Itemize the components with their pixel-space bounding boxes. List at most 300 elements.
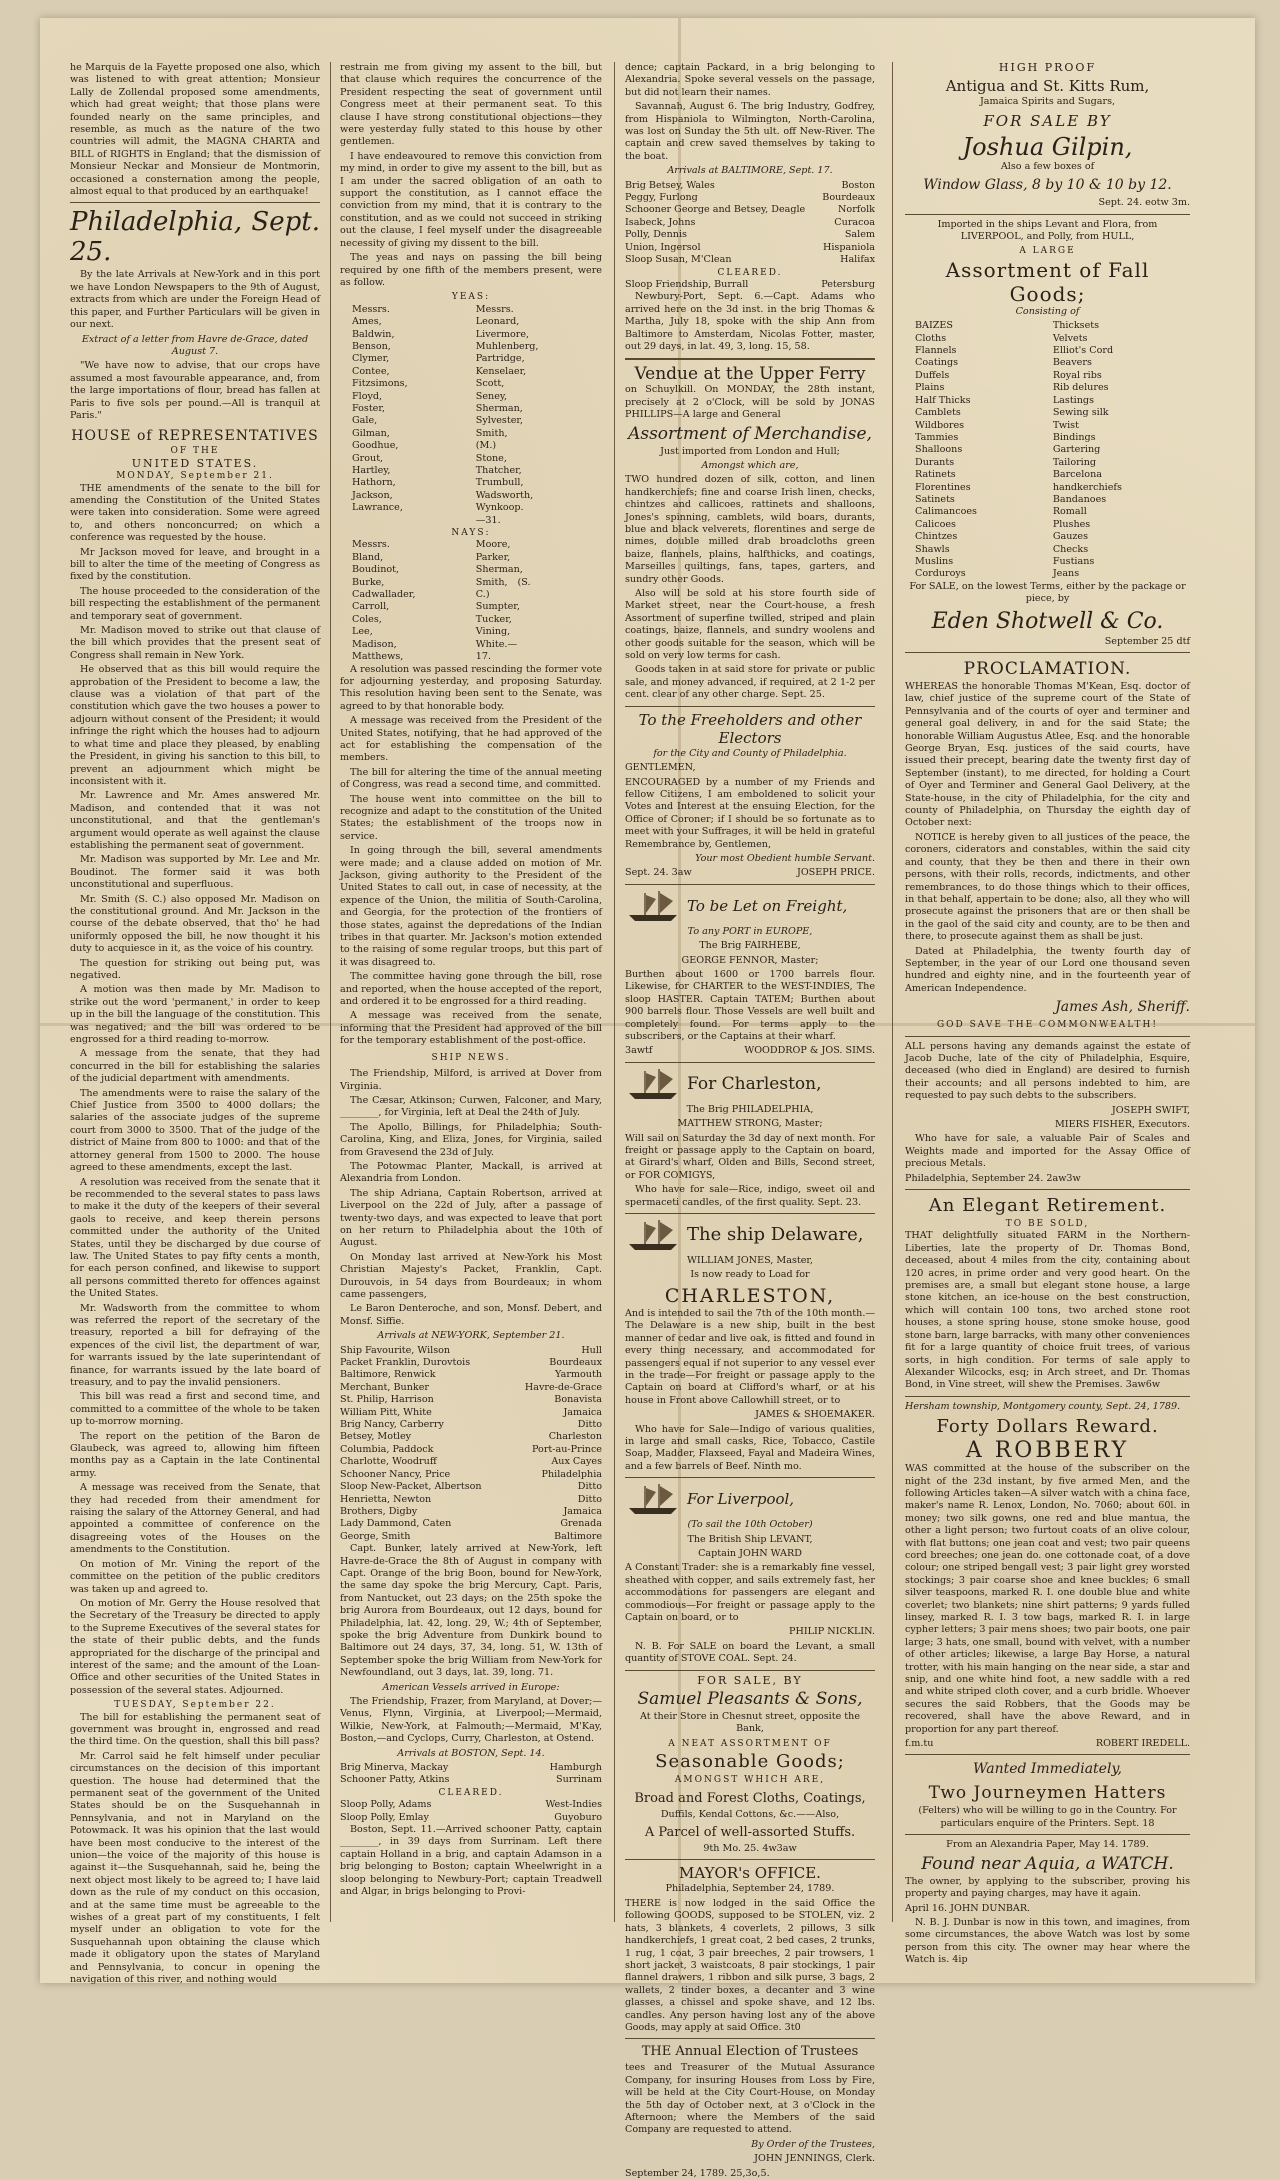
nay-member: Parker, bbox=[475, 551, 511, 563]
ad-text: By Order of the Trustees, bbox=[751, 2138, 875, 2150]
divider bbox=[625, 884, 875, 885]
ad-text: FOR SALE BY bbox=[983, 111, 1112, 130]
cleared-heading: CLEARED. bbox=[717, 267, 783, 278]
hatters-title: Two Journeymen Hatters bbox=[928, 1783, 1167, 1804]
ad-text: Duffils, Kendal Cottons, &c.——Also, bbox=[660, 1808, 840, 1820]
goods-item: Plains bbox=[915, 382, 945, 394]
vessel-port: Philadelphia bbox=[541, 1468, 602, 1480]
article-text: he Marquis de la Fayette proposed one also, which was listened to with great attention; Monsieur Lally de Zollendal proposed some amendments, which had great weight; that those plans were founded nearly on the same principles, and resemble, as much as the nature of the two countries will admit, the MAGNA CHARTA and BILL of RIGHTS in England; that the dismission of Monsieur Neckar and Monsieur de Montmorin, occasioned a consternation among the people, almost equal to that produced by an earthquake! bbox=[70, 62, 320, 198]
article-subhead: Extract of a letter from Havre de-Grace, dated August 7. bbox=[81, 333, 309, 357]
goods-item: Satinets bbox=[915, 493, 955, 505]
vessel-name: Isabeck, Johns bbox=[625, 216, 696, 228]
article-text: THE amendments of the senate to the bill for amending the Constitution of the United States were taken into consideration. Some were agreed to, and others nonconcurred; on which a conference was requested by the house. bbox=[70, 482, 320, 544]
ad-text: Who have for Sale—Indigo of various qualities, in large and small casks, Rice, Tobacco, Castile Soap, Madder, Flaxseed, Fayal and Madeira Wines, and a few barrels of Beef. Ninth mo. bbox=[625, 1423, 875, 1472]
goods-item: Chintzes bbox=[915, 531, 958, 543]
ad-text: MATTHEW STRONG, Master; bbox=[677, 1118, 823, 1130]
article-text: On Monday last arrived at New-York his Most Christian Majesty's Packet, Franklin, Capt. Durouvois, in 54 days from Bourdeaux; in whom came passengers, bbox=[340, 1251, 602, 1300]
goods-item: Half Thicks bbox=[915, 394, 971, 406]
vessel-name: George, Smith bbox=[340, 1530, 411, 1542]
ad-text: The British Ship LEVANT, bbox=[687, 1533, 813, 1545]
ad-date: f.m.tu bbox=[905, 1738, 934, 1750]
vessel-row bbox=[340, 1394, 602, 1406]
article-text: Mr. Lawrence and Mr. Ames answered Mr. Madison, and contended that it was not unconstitutional, and that the gentleman's argument would operate as well against the clause establishing the permanent seat of government. bbox=[70, 790, 320, 851]
divider bbox=[625, 2038, 875, 2039]
arrivals-table bbox=[340, 1762, 602, 1787]
sailing-ship-icon bbox=[625, 1218, 681, 1252]
goods-item: Coatings bbox=[915, 357, 959, 369]
nays-list bbox=[340, 539, 602, 663]
ad-text: THERE is now lodged in the said Office the following GOODS, supposed to be STOLEN, viz. 2 hats, 3 blankets, 4 coverlets, 2 pillows, 3 silk handkerchiefs, 1 great coat, 2 bed cases, 2 trunks, 1 rug, 1 coat, 3 pair breeches, 2 pair trowsers, 1 short jacket, 3 waistcoats, 8 pair stockings, 1 pair flannel drawers, 1 ribbon and silk purse, 3 bags, 2 wallets, 2 tinder boxes, a decanter and 3 wine glasses, a chissel and spoke shave, and 12 lbs. candles. Any person having lost any of the above Goods, may apply at said Office. 3t0 bbox=[625, 1897, 875, 2033]
article-text: The Friendship, Milford, is arrived at Dover from Virginia. bbox=[340, 1068, 602, 1092]
goods-list bbox=[905, 320, 1190, 581]
goods-item: Flannels bbox=[915, 345, 957, 357]
ad-text: The Brig PHILADELPHIA, bbox=[686, 1103, 814, 1115]
wanted-title: Wanted Immediately, bbox=[973, 1761, 1122, 1778]
yea-member: Floyd, bbox=[352, 390, 383, 402]
vessel-row bbox=[340, 1518, 602, 1530]
nay-member: Madison, bbox=[352, 638, 397, 650]
article-text: A motion was then made by Mr. Madison to strike out the word 'permanent,' in order to keep up in the bill the language of the constitution. This was negatived; and the bill was ordered to be engrossed for a third reading to-morrow. bbox=[70, 984, 320, 1046]
house-subheading: UNITED STATES. bbox=[131, 456, 259, 470]
column-4 bbox=[905, 61, 1190, 1966]
ad-signature bbox=[905, 1738, 1190, 1750]
yea-member: Hathorn, bbox=[352, 477, 396, 489]
yea-member: Baldwin, bbox=[352, 328, 395, 340]
vessel-port: Ditto bbox=[577, 1419, 602, 1431]
ad-date: September 25 dtf bbox=[1104, 635, 1190, 647]
ship-news-heading: SHIP NEWS. bbox=[431, 1052, 511, 1063]
ad-text: A Parcel of well-assorted Stuffs. bbox=[644, 1825, 856, 1841]
goods-item: Calimancoes bbox=[915, 506, 977, 518]
ad-text: Also will be sold at his store fourth side of Market street, near the Court-house, a fresh Assortment of superfine twilled, striped and plain coatings, baize, flannels, and sundry woolens and other goods suitable for the season, which will be sold on very low terms for cash. bbox=[625, 588, 875, 662]
goods-item: Checks bbox=[1052, 543, 1089, 555]
yea-member: Messrs. Leonard, bbox=[475, 303, 520, 328]
yea-member: Gale, bbox=[352, 415, 378, 427]
liverpool-ad-header bbox=[625, 1482, 875, 1516]
article-text: I have endeavoured to remove this conviction from my mind, in order to give my assent to the bill, but as I am under the sacred obligation of an oath to support the constitution, as I cannot efface the conviction from my mind, that it is contrary to the constitution, and as we could not succeed in striking out the clause, I feel myself under the disagreeable necessity of giving my dissent to the bill. bbox=[340, 150, 602, 249]
ad-text: To any PORT in EUROPE, bbox=[687, 925, 813, 937]
vessel-name: Merchant, Bunker bbox=[340, 1381, 429, 1393]
ad-text: Will sail on Saturday the 3d day of next month. For freight or passage apply to the Captain on board, at Girard's wharf, Olden and Bills, Second street, or FOR COMIGYS, bbox=[625, 1132, 875, 1181]
yea-member: Goodhue, bbox=[352, 440, 399, 452]
freight-ad-header bbox=[625, 889, 875, 923]
vessel-name: Schooner George and Betsey, Deagle bbox=[625, 204, 806, 216]
yeas-heading: YEAS: bbox=[451, 292, 491, 303]
proclamation-title: PROCLAMATION. bbox=[963, 659, 1132, 679]
vessel-row bbox=[340, 1799, 602, 1811]
ad-date: September 24, 1789. 25,3o,5. bbox=[625, 2167, 770, 2179]
vessel-port: Ditto bbox=[577, 1481, 602, 1493]
goods-item: Barcelona handkerchiefs bbox=[1052, 469, 1122, 493]
column-3 bbox=[625, 62, 875, 2179]
ad-date: April 16. JOHN DUNBAR. bbox=[905, 1902, 1031, 1914]
session-date: TUESDAY, September 22. bbox=[114, 1700, 276, 1711]
article-text: On motion of Mr. Gerry the House resolved that the Secretary of the Treasury be directed to apply to the Supreme Executives of the several states for the state of their public debts, and the funds appropriated for the discharge of the principal and interest of the same; and the amount of the Loan-Office and other securities of the United States in possession of the several states. Adjourned. bbox=[70, 1597, 320, 1696]
vessel-name: Brothers, Digby bbox=[340, 1505, 418, 1517]
arrivals-heading: Arrivals at BOSTON, Sept. 14. bbox=[397, 1747, 545, 1759]
vessel-name: Baltimore, Renwick bbox=[340, 1369, 436, 1381]
yeas-column bbox=[352, 304, 466, 527]
cleared-row bbox=[625, 279, 875, 291]
ad-text: THAT delightfully situated FARM in the Northern-Liberties, late the property of Dr. Thomas Bond, deceased, about 4 miles from the city, containing about 120 acres, in prime order and very good heart. On the premises are, a small but elegant stone house, a large stone kitchen, an ice-house on the best construction, which will contain 100 tons, two arched stone root houses, a stone spring house, stone smoke house, good stone barn, large barracks, with many other conveniences fit for a large quantity of choice fruit trees, of various sorts, in high condition. For terms of sale apply to Alexander Wilcocks, esq; in Arch street, and Dr. Thomas Bond, in Vine street, will shew the Premises. 3aw6w bbox=[905, 1230, 1190, 1391]
ad-text: Also a few boxes of bbox=[1000, 160, 1095, 172]
ad-date: 3awtf bbox=[625, 1045, 653, 1057]
nay-member: Tucker, bbox=[475, 613, 512, 625]
goods-item: Thicksets bbox=[1052, 320, 1100, 332]
goods-item: Royal ribs bbox=[1052, 369, 1102, 381]
vessel-row bbox=[340, 1531, 602, 1543]
vessel-row bbox=[340, 1494, 602, 1506]
vessel-port: Guyoburo bbox=[554, 1811, 602, 1823]
vessel-row bbox=[625, 254, 875, 266]
arrivals-table bbox=[340, 1345, 602, 1544]
yea-member: Benson, bbox=[352, 340, 391, 352]
vessel-name: Union, Ingersol bbox=[625, 241, 701, 253]
article-text: A resolution was received from the senate that it be recommended to the several states to pass laws to make it the duty of the keepers of their several gaols to receive, and keep therein persons committed under the authority of the United States, until they be discharged by due course of law. The United States to pay fifty cents a month, for each person confined, and likewise to support all persons committed thereto for offences against the United States. bbox=[70, 1176, 320, 1300]
reward-title: Forty Dollars Reward. bbox=[936, 1416, 1159, 1438]
arrivals-heading: American Vessels arrived in Europe: bbox=[382, 1681, 560, 1693]
vessel-name: Ship Favourite, Wilson bbox=[340, 1344, 451, 1356]
goods-item: BAIZES bbox=[915, 320, 954, 332]
goods-item: Velvets bbox=[1052, 332, 1088, 344]
vessel-port: Charleston bbox=[548, 1431, 602, 1443]
ad-signer: PHILIP NICKLIN. bbox=[789, 1626, 875, 1638]
ad-text: A NEAT ASSORTMENT OF bbox=[668, 1738, 832, 1749]
ad-signature bbox=[625, 1045, 875, 1057]
vessel-port: Grenada bbox=[560, 1518, 602, 1530]
ad-text: Is now ready to Load for bbox=[690, 1269, 810, 1281]
nay-member: Boudinot, bbox=[352, 564, 400, 576]
article-text: The house went into committee on the bill to recognize and adapt to the constitution of the United States; the establishment of the troops now in service. bbox=[340, 793, 602, 842]
yea-member: Smith, (M.) bbox=[475, 427, 508, 452]
vessel-row bbox=[340, 1345, 602, 1357]
dateline: Philadelphia, Sept. 25. bbox=[70, 207, 320, 268]
yea-member: Partridge, bbox=[475, 353, 525, 365]
article-text: The Potowmac Planter, Mackall, is arrived at Alexandria from London. bbox=[340, 1160, 602, 1185]
ad-signer: WOODDROP & JOS. SIMS. bbox=[744, 1045, 875, 1057]
vessel-port: Curacoa bbox=[834, 216, 875, 228]
goods-item: Gartering bbox=[1052, 444, 1101, 456]
yea-member: Trumbull, bbox=[475, 477, 524, 489]
vessel-port: Petersburg bbox=[821, 278, 875, 290]
ad-text: Amongst which are, bbox=[701, 459, 799, 471]
yea-member: Stone, bbox=[475, 452, 507, 464]
goods-item: Elliot's Cord bbox=[1052, 345, 1114, 357]
freeholders-title: To the Freeholders and other Electors bbox=[638, 710, 862, 747]
rum-merchant: Joshua Gilpin, bbox=[962, 132, 1133, 161]
arrivals-heading: Arrivals at NEW-YORK, September 21. bbox=[377, 1330, 565, 1342]
vessel-name: Sloop New-Packet, Albertson bbox=[340, 1481, 482, 1493]
goods-item: Wildbores bbox=[915, 419, 965, 431]
ad-text: At their Store in Chesnut street, opposite the Bank, bbox=[639, 1711, 861, 1735]
goods-item: Tailoring bbox=[1052, 456, 1097, 468]
divider bbox=[905, 214, 1190, 215]
ad-text: For SALE, on the lowest Terms, either by the package or piece, by bbox=[909, 580, 1186, 605]
article-text: The question for striking out being put, was negatived. bbox=[70, 957, 320, 981]
vessel-name: Schooner Nancy, Price bbox=[340, 1468, 451, 1480]
vessel-row bbox=[340, 1481, 602, 1493]
goods-item: Fustians bbox=[1052, 555, 1095, 567]
column-rule bbox=[330, 62, 331, 1922]
vessel-name: Brig Minerva, Mackay bbox=[340, 1762, 449, 1774]
vessel-port: Baltimore bbox=[554, 1530, 602, 1542]
goods-item: Muslins bbox=[915, 555, 954, 567]
article-text: Mr. Carrol said he felt himself under peculiar circumstances on the decision of this important question. The house had determined that the permanent seat of the government of the United States should be on the Susquehannah in Pennsylvania, and not in Maryland on the Potowmack. It was his opinion that the last would have been most conducive to the interest of the union—the voice of the majority of this house is against it—the Susquehannah, said he, being the next object most likely to be agreed to; I have laid down as the rule of my conduct on this occasion, and at the same time must be agreeable to the wishes of a great part of my constituents, I felt myself under an obligation to vote for the Susquehannah upon obtaining the clause which made it obligatory upon the states of Maryland and Pennsylvania, to concur in opening the navigation of this river, and nothing would bbox=[70, 1750, 320, 1986]
vessel-row bbox=[340, 1444, 602, 1456]
article-text: The amendments were to raise the salary of the Chief Justice from 3500 to 4000 dollars; the salaries of the associate judges of the supreme court from 3000 to 3500. That of the judge of the district of Maine from 800 to 1000: and that of the attorney general from 1500 to 2000. The house agreed to these amendments, except the last. bbox=[70, 1087, 320, 1174]
article-text: Savannah, August 6. The brig Industry, Godfrey, from Hispaniola to Wilmington, North-Carolina, was lost on Sunday the 5th ult. off New-River. The captain and crew saved themselves by taking to the boat. bbox=[625, 101, 875, 162]
yea-member: Contee, bbox=[352, 365, 390, 377]
article-text: Mr. Wadsworth from the committee to whom was referred the report of the secretary of the treasury, reported a bill for defraying of the expences of the civil list, the department of war, for warrants issued by the late superintendant of finance, for warrants issued by the late board of treasury, and to pay the invalid pensioners. bbox=[70, 1302, 320, 1388]
vessel-port: Hull bbox=[581, 1344, 602, 1356]
goods-item: Bandanoes bbox=[1052, 493, 1107, 505]
ad-date: Sept. 24. eotw 3m. bbox=[1098, 197, 1190, 209]
ad-text: WILLIAM JONES, Master, bbox=[686, 1255, 813, 1267]
yea-member: Fitzsimons, bbox=[352, 378, 408, 390]
vessel-port: Jamaica bbox=[563, 1505, 602, 1517]
article-text: A message was received from the Senate, that they had receded from their amendment for raising the salary of the Attorney General, and had appointed a committee of conference on the disagreeing votes of the Houses on the amendments to the Constitution. bbox=[70, 1482, 320, 1556]
nay-member: Lee, bbox=[352, 626, 373, 638]
vessel-port: Yarmouth bbox=[555, 1369, 602, 1381]
vessel-row bbox=[340, 1774, 602, 1786]
house-heading: HOUSE of REPRESENTATIVES bbox=[71, 428, 319, 445]
vendue-title: Vendue at the Upper Ferry bbox=[634, 364, 866, 385]
divider bbox=[905, 1834, 1190, 1835]
ad-text: Window Glass, 8 by 10 & 10 by 12. bbox=[923, 177, 1172, 194]
nay-member: Sherman, bbox=[475, 564, 523, 576]
vessel-name: Sloop Friendship, Burrall bbox=[625, 278, 749, 290]
nay-member: Sumpter, bbox=[475, 601, 520, 613]
ad-text: Who have for sale, a valuable Pair of Scales and Weights made and imported for the Assay Office of precious Metals. bbox=[905, 1133, 1190, 1170]
article-text: The Cæsar, Atkinson; Curwen, Falconer, and Mary, ________, for Virginia, left at Deal the 24th of July. bbox=[340, 1094, 602, 1119]
article-text: In going through the bill, several amendments were made; and a clause added on motion of Mr. Jackson, giving authority to the President of the United States to call out, in case of necessity, at the expence of the Union, the militia of South-Carolina, and Georgia, for the protection of the frontiers of those states, against the depredations of the Indian tribes in that quarter. Mr. Jackson's motion extended to the raising of some regular troops, but this part of it was disagreed to. bbox=[340, 845, 602, 968]
arrivals-table bbox=[625, 180, 875, 267]
robbery-title: A ROBBERY bbox=[965, 1438, 1130, 1464]
article-text: The bill for altering the time of the annual meeting of Congress, was read a second time, and committed. bbox=[340, 766, 602, 791]
vessel-row bbox=[340, 1431, 602, 1443]
nay-member: Smith, (S. C.) bbox=[475, 576, 531, 601]
vessel-name: Brig Betsey, Wales bbox=[625, 179, 715, 191]
article-text: The report on the petition of the Baron de Glaubeck, was agreed to, allowing him fifteen months pay as a Captain in the late Continental army. bbox=[70, 1430, 320, 1479]
vessel-port: Surrinam bbox=[556, 1774, 602, 1786]
goods-item: Rib delures bbox=[1052, 382, 1109, 394]
vessel-name: Schooner Patty, Atkins bbox=[340, 1774, 450, 1786]
vessel-row bbox=[340, 1469, 602, 1481]
vessel-row bbox=[340, 1407, 602, 1419]
article-text: Le Baron Denteroche, and son, Monsf. Debert, and Monsf. Siffie. bbox=[340, 1303, 602, 1327]
ad-text: Philadelphia, September 24, 1789. bbox=[665, 1883, 835, 1895]
yea-member: Wadsworth, bbox=[475, 489, 534, 501]
article-text: The Friendship, Frazer, from Maryland, at Dover;—Venus, Flynn, Virginia, at Liverpool;—Mermaid, Wilkie, New-York, at Falmouth;—Mermaid, M'Kay, Boston,—and Cyclops, Curry, Charleston, at Ostend. bbox=[340, 1696, 602, 1745]
divider bbox=[625, 1477, 875, 1478]
ad-text: N. B. J. Dunbar is now in this town, and imagines, from some circumstances, the above Watch was lost by some person from this city. The owner may hear where the Watch is. 4ip bbox=[905, 1916, 1190, 1966]
ad-text: ENCOURAGED by a number of my Friends and fellow Citizens, I am emboldened to solicit your Votes and Interest at the ensuing Election, for the Office of Coroner; if I should be so fortunate as to meet with your Suffrages, it will be held in grateful Remembrance by, Gentlemen, bbox=[625, 776, 875, 850]
goods-item: Florentines bbox=[915, 481, 971, 493]
goods-item: Romall bbox=[1052, 506, 1087, 518]
article-text: A message was received from the President of the United States, notifying, that he had approved of the act for establishing the compensation of the members. bbox=[340, 715, 602, 764]
goods-item: Bindings bbox=[1052, 431, 1096, 443]
ad-signer: MIERS FISHER, Executors. bbox=[1054, 1119, 1190, 1130]
vessel-name: Polly, Dennis bbox=[625, 229, 687, 241]
article-text: Boston, Sept. 11.—Arrived schooner Patty, captain ________, in 39 days from Surrinam. Left there captain Holland in a brig, and captain Adamson in a brig belonging to Boston; captain Wheelwright in a sloop belonging to Newbury-Port; captain Treadwell and Algar, in brigs belonging to Provi- bbox=[340, 1824, 602, 1898]
article-text: The committee having gone through the bill, rose and reported, when the house accepted of the report, and ordered it to be engrossed for a third reading. bbox=[340, 971, 602, 1008]
vessel-name: Peggy, Furlong bbox=[625, 192, 698, 204]
vessel-port: West-Indies bbox=[545, 1799, 602, 1811]
yea-member: Seney, bbox=[475, 390, 508, 402]
goods-item: Camblets bbox=[915, 407, 961, 419]
nay-member: Burke, bbox=[352, 576, 385, 588]
yea-member: Wynkoop.—31. bbox=[475, 502, 524, 526]
column-rule bbox=[614, 62, 615, 1922]
goods-item: Lastings bbox=[1052, 394, 1094, 406]
ad-text: Consisting of bbox=[1015, 305, 1080, 317]
goods-item: Shalloons bbox=[915, 444, 963, 456]
vessel-name: Charlotte, Woodruff bbox=[340, 1456, 437, 1468]
ad-text: Your most Obedient humble Servant. bbox=[695, 852, 875, 864]
vessel-port: Bourdeaux bbox=[549, 1357, 602, 1369]
ad-text: Just imported from London and Hull; bbox=[660, 445, 840, 457]
ad-signer: JOHN JENNINGS, Clerk. bbox=[754, 2153, 875, 2165]
retirement-title: An Elegant Retirement. bbox=[928, 1195, 1167, 1217]
ad-text: And is intended to sail the 7th of the 10th month.—The Delaware is a new ship, built in the best manner of cedar and live oak, is fitted and found in every thing necessary, and accommodated for passengers equal if not superior to any vessel ever in the trade—For freight or passage apply to the Captain on board at Clifford's wharf, or at his house in Front above Callowhill street, or to bbox=[625, 1307, 875, 1406]
yea-member: Kenselaer, bbox=[475, 365, 527, 377]
yea-member: Grout, bbox=[352, 452, 384, 464]
ad-text: TO BE SOLD, bbox=[1005, 1219, 1090, 1230]
article-text: This bill was read a first and second time, and committed to a committee of the whole to be taken up to-morrow morning. bbox=[70, 1391, 320, 1428]
ad-date: Sept. 24. 3aw bbox=[625, 867, 692, 879]
article-text: "We have now to advise, that our crops have assumed a most favourable appearance, and, from the large importations of flour, bread has fallen at Paris to five sols per pound.—All is tranquil at Paris." bbox=[70, 360, 320, 421]
sheriff-signature: James Ash, Sheriff. bbox=[1055, 999, 1190, 1016]
article-text: Capt. Bunker, lately arrived at New-York, left Havre-de-Grace the 8th of August in company with Capt. Orange of the brig Boon, bound for New-York, the same day spoke the brig Mercury, Capt. Paris, from Nantucket, out 23 days; on the 25th spoke the brig Aurora from Bourdeaux, out 12 days, bound for Philadelphia, lat. 42, long. 29, W.; 4th of September, spoke the brig Adventure from Dunkirk bound to Baltimore out 24 days, 37, 34, long. 51, W. 13th of September spoke the brig William from New-York for Newfoundland, out 3 days, lat. 39, long. 71. bbox=[340, 1543, 602, 1679]
vessel-port: Jamaica bbox=[563, 1406, 602, 1418]
yea-member: Livermore, bbox=[475, 328, 530, 340]
goods-item: Plushes bbox=[1052, 518, 1091, 530]
vessel-name: Brig Nancy, Carberry bbox=[340, 1419, 444, 1431]
vessel-row bbox=[340, 1762, 602, 1774]
vessel-row bbox=[340, 1382, 602, 1394]
goods-item: Beavers bbox=[1052, 357, 1092, 369]
ad-text: Goods taken in at said store for private or public sale, and money advanced, if required, at 2 1-2 per cent. clear of any other charge. Sept. 25. bbox=[625, 664, 875, 701]
vessel-name: St. Philip, Harrison bbox=[340, 1394, 434, 1406]
article-text: Mr Jackson moved for leave, and brought in a bill to alter the time of the meeting of Congress as fixed by the constitution. bbox=[70, 546, 320, 583]
nay-member: Carroll, bbox=[352, 601, 390, 613]
ad-date: 9th Mo. 25. 4w3aw bbox=[703, 1843, 797, 1855]
sale-goods-title: Seasonable Goods; bbox=[655, 1751, 845, 1773]
watch-title: Found near Aquia, a WATCH. bbox=[921, 1853, 1174, 1874]
goods-item: Twist bbox=[1052, 419, 1079, 431]
divider bbox=[625, 1670, 875, 1671]
ad-date: Philadelphia, September 24. 2aw3w bbox=[905, 1172, 1081, 1184]
goods-item: Duffels bbox=[915, 369, 950, 381]
vessel-row bbox=[340, 1357, 602, 1369]
cleared-heading: CLEARED. bbox=[438, 1787, 504, 1798]
vessel-name: Columbia, Paddock bbox=[340, 1443, 434, 1455]
vessel-port: Havre-de-Grace bbox=[524, 1381, 602, 1393]
nay-member: Matthews, bbox=[352, 651, 404, 663]
divider bbox=[905, 1036, 1190, 1037]
ad-text: Broad and Forest Cloths, Coatings, bbox=[634, 1790, 866, 1806]
annual-election-title: THE Annual Election of Trustees bbox=[641, 2044, 859, 2060]
sailing-ship-icon bbox=[625, 1482, 681, 1516]
ad-text: on Schuylkill. On MONDAY, the 28th instant, precisely at 2 o'Clock, will be sold by JONAS PHILLIPS—A large and General bbox=[625, 384, 875, 421]
vessel-port: Salem bbox=[844, 229, 875, 241]
article-text: The yeas and nays on passing the bill being required by one fifth of the members present, were as follow. bbox=[340, 252, 602, 288]
vessel-row bbox=[340, 1506, 602, 1518]
vessel-row bbox=[625, 192, 875, 204]
vessel-row bbox=[625, 180, 875, 192]
vessel-port: Ditto bbox=[577, 1493, 602, 1505]
divider bbox=[625, 1859, 875, 1860]
liverpool-title: For Liverpool, bbox=[687, 1490, 795, 1509]
yea-member: Clymer, bbox=[352, 353, 390, 365]
vessel-port: Hamburgh bbox=[549, 1762, 602, 1774]
column-2 bbox=[340, 62, 602, 1942]
vessel-port: Bourdeaux bbox=[822, 192, 875, 204]
goods-item: Calicoes bbox=[915, 518, 956, 530]
goods-item: Sewing silk bbox=[1052, 407, 1109, 419]
ad-text: WHEREAS the honorable Thomas M'Kean, Esq. doctor of law, chief justice of the supreme court of the State of Pennsylvania and of the courts of oyer and terminer and general goal delivery, in and for the said State; the honorable William Augustus Atlee, Esq. and the honorable George Bryan, Esq. justices of the said courts, have issued their precept, bearing date the twenty first day of September (instant), to me directed, for holding a Court of Oyer and Terminer and General Gaol Delivery, at the State-house, in the city of Philadelphia, for the city and county of Philadelphia, on Thursday the eighth day of October next: bbox=[905, 681, 1190, 829]
article-text: The house proceeded to the consideration of the bill respecting the establishment of the permanent and temporary seat of government. bbox=[70, 585, 320, 622]
fall-goods-merchant: Eden Shotwell & Co. bbox=[931, 608, 1164, 634]
nays-column bbox=[476, 539, 590, 663]
ad-text: WAS committed at the house of the subscriber on the night of the 23d instant, by five armed Men, and the following Articles taken—A silver watch with a china face, maker's name R. Lenox, London, No. 7060; about 60l. in money; two silk gowns, one red and blue mantua, the other a light person; two furtout coats of an olive colour, with flat buttons; one jean coat and vest; two pair queens cord breeches; one jean do. one cottonade coat, of a dove colour; one striped bengall vest; 3 pair light grey worsted stockings; 3 pair coarse shoe and knee buckles; 6 small silver teaspoons, marked R. I. one double blue and white coverlet; two blankets; nine shirt patterns; 9 yards fulled linsey, marked R. I. 3 tow bags, marked R. I. in large cypher letters; 3 pair mens shoes; two pair boots, one pair large; 3 hats, one small, bound with velvet, with a number of other articles; likewise, a large Bay Horse, a natural trotter, with his main hanging on the near side, a star and snip, and one white hind foot, a new saddle with a red and white striped cloth cover, and a curb bridle. Whoever secures the said Robbers, that the Goods may be recovered, shall have the above Reward, and in proportion for any part thereof. bbox=[905, 1463, 1190, 1735]
mayor-title: MAYOR's OFFICE. bbox=[679, 1864, 821, 1883]
column-rule bbox=[892, 62, 893, 1922]
ad-text: N. B. For SALE on board the Levant, a small quantity of STOVE COAL. Sept. 24. bbox=[625, 1640, 875, 1665]
article-text: The ship Adriana, Captain Robertson, arrived at Liverpool on the 22d of July, after a passage of twenty-two days, and was expected to leave that port on her return to Philadelphia about the 10th of August. bbox=[340, 1187, 602, 1249]
ad-signer: JOSEPH SWIFT, bbox=[1111, 1104, 1190, 1116]
vessel-row bbox=[625, 204, 875, 216]
sale-heading: FOR SALE, BY bbox=[697, 1673, 803, 1687]
yea-member: Scott, bbox=[475, 378, 505, 390]
ad-text: A LARGE bbox=[1019, 246, 1076, 257]
sailing-ship-icon bbox=[625, 1067, 681, 1101]
ad-text: Imported in the ships Levant and Flora, from LIVERPOOL, and Polly, from HULL, bbox=[937, 218, 1158, 243]
article-text: Mr. Madison was supported by Mr. Lee and Mr. Boudinot. The former said it was both unconstitutional and superfluous. bbox=[70, 854, 320, 891]
ad-text: NOTICE is hereby given to all justices of the peace, the coroners, ciderators and constables, within the said city and county, that they be then and there in their own persons, with their rolls, records, indictments, and other remembrances, to do those things which to their offices, in that behalf, appertain to be done; also, all they who will prosecute against the prisoners that are or then shall be in the gaol of the said city and county, are to be then and there, to prosecute against them as shall be just. bbox=[905, 831, 1190, 943]
vessel-row bbox=[625, 229, 875, 241]
yea-member: Muhlenberg, bbox=[475, 340, 539, 352]
delaware-ad-header bbox=[625, 1218, 875, 1252]
goods-column bbox=[1053, 320, 1180, 581]
ad-text: GENTLEMEN, bbox=[625, 762, 696, 774]
cleared-table bbox=[340, 1799, 602, 1824]
house-subheading: OF THE bbox=[170, 446, 220, 457]
ad-text: GOD SAVE THE COMMONWEALTH! bbox=[936, 1020, 1159, 1031]
fall-goods-title: Assortment of Fall Goods; bbox=[945, 257, 1150, 306]
divider bbox=[905, 652, 1190, 653]
vessel-name: Sloop Susan, M'Clean bbox=[625, 254, 732, 266]
vessel-name: Lady Dammond, Caten bbox=[340, 1518, 452, 1530]
yea-member: Foster, bbox=[352, 402, 385, 414]
charleston-ad-header bbox=[625, 1067, 875, 1101]
vessel-name: Henrietta, Newton bbox=[340, 1493, 432, 1505]
ad-signer: ROBERT IREDELL. bbox=[1095, 1738, 1190, 1750]
delaware-title: The ship Delaware, bbox=[687, 1224, 864, 1246]
arrivals-heading: Arrivals at BALTIMORE, Sept. 17. bbox=[667, 165, 833, 177]
ad-signature bbox=[625, 867, 875, 879]
article-text: On motion of Mr. Vining the report of the committee on the petition of the public creditors was taken up and agreed to. bbox=[70, 1558, 320, 1595]
goods-item: Gauzes bbox=[1052, 531, 1089, 543]
ad-text: GEORGE FENNOR, Master; bbox=[681, 954, 819, 966]
article-text: A message was received from the senate, informing that the President had approved of the bill for the temporary establishment of the post-office. bbox=[340, 1010, 602, 1047]
divider bbox=[70, 202, 320, 203]
delaware-destination: CHARLESTON, bbox=[664, 1284, 836, 1307]
ad-text: The owner, by applying to the subscriber, proving his property and paying charges, may have it again. bbox=[905, 1875, 1190, 1900]
rum-head: HIGH PROOF bbox=[998, 61, 1097, 74]
yea-member: Thatcher, bbox=[475, 465, 522, 476]
vessel-port: Port-au-Prince bbox=[531, 1443, 602, 1455]
